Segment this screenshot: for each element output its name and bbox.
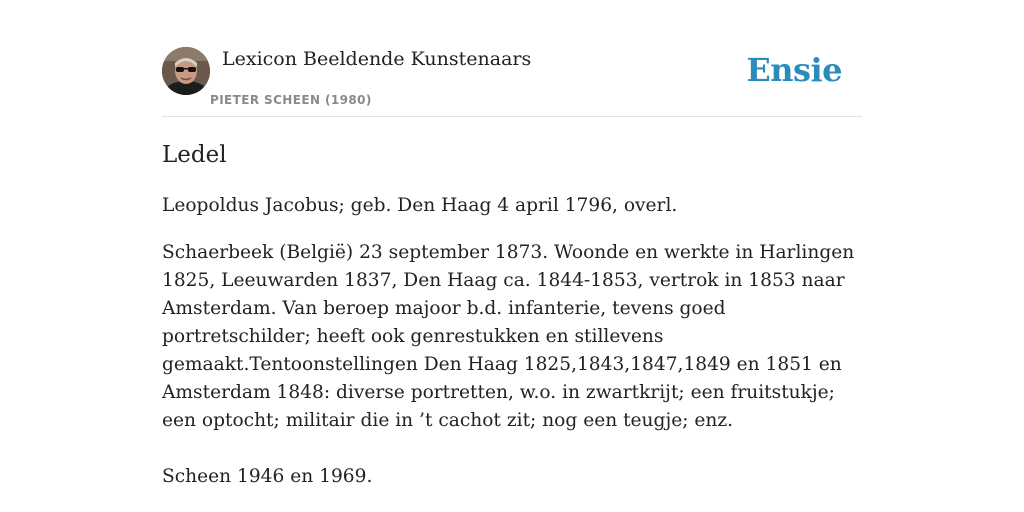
entry-paragraph: Scheen 1946 en 1969. (162, 466, 373, 487)
lexicon-link[interactable]: Lexicon Beeldende Kunstenaars (222, 48, 532, 70)
entry-paragraph: Schaerbeek (België) 23 september 1873. Woonde en werkte in Harlingen 1825, Leeuwarden 1837, Den Haag ca. 1844-1853, vertrok in 1853 naar Amsterdam. Van beroep majoor b.d. infanterie, tevens goed portretschilder; heeft ook genrestukken en stillevens gemaakt.Tentoonstellingen Den Haag 1825,1843,1847,1849 en 1851 en Amsterdam 1848: diverse portretten, w.o. in zwartkrijt; een fruitstukje; een optocht; militair die in ’t cachot zit; nog een teugje; enz. (162, 242, 855, 431)
entry-title: Ledel (162, 142, 227, 168)
entry-paragraph: Leopoldus Jacobus; geb. Den Haag 4 april 1796, overl. (162, 195, 678, 216)
header (162, 46, 862, 117)
author-byline[interactable]: PIETER SCHEEN (1980) (210, 93, 372, 107)
author-avatar[interactable] (162, 47, 210, 95)
entry-body (162, 192, 872, 491)
avatar-image (162, 47, 210, 95)
ensie-logo-link[interactable]: Ensie (746, 51, 842, 89)
